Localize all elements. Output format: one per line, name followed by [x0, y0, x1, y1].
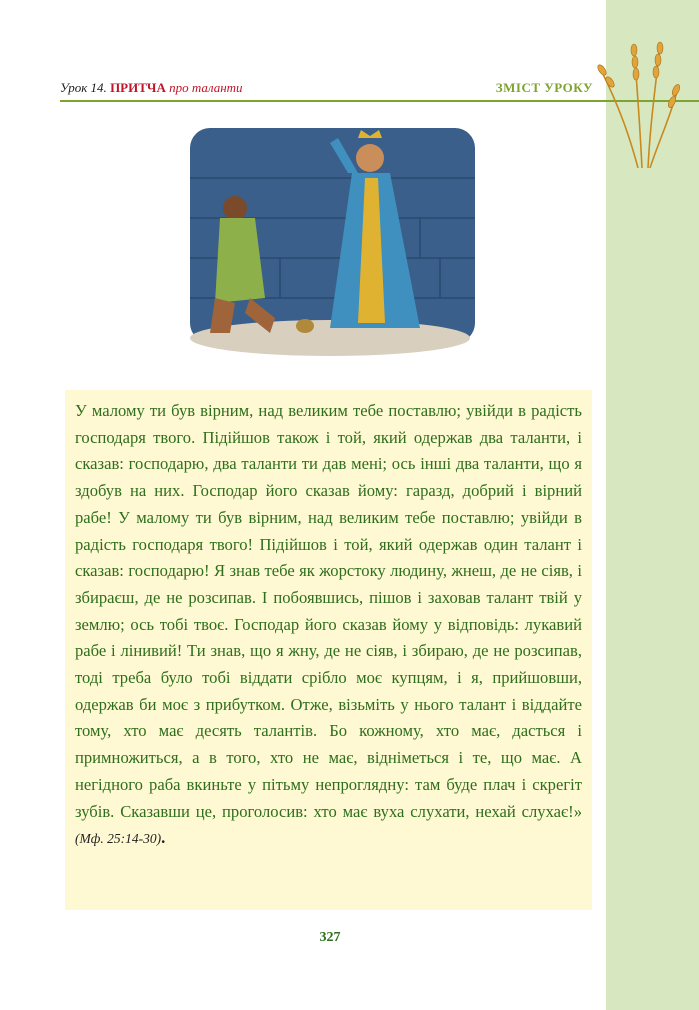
page-number: 327 [319, 930, 341, 945]
scripture-text-box [65, 390, 592, 910]
lesson-number: Урок 14. [60, 80, 107, 95]
scripture-paragraph [65, 390, 592, 853]
lesson-title: ПРИТЧА [110, 80, 166, 95]
scripture-text: У малому ти був вірним, над великим тебе поставлю; увійди в радість господаря твого. Підійшов також і той, який одержав два таланти, і сказав: господарю, два таланти ти дав мені; ось інші два таланти, що я здобув на них. Господар його сказав йому: гаразд, добрий і вірний рабе! У малому ти був вірним, над великим тебе поставлю; увійди в радість господаря твого! Підійшов і той, який одержав один талант і сказав: господарю! Я знав тебе як жорстоку людину, жнеш, де не сіяв, і збираєш, де не розсипав. І побоявшись, пішов і заховав талант твій у землю; ось тобі твоє. Господар його сказав йому у відповідь: лукавий рабе і лінивий! Ти знав, що я жну, де не сіяв, і збираю, де не розсипав, тоді треба було тобі віддати срібло моє купцям, і я, прийшовши, одержав би моє з прибутком. Отже, візьміть у нього талант і віддайте тому, хто має десять талантів. Бо кожному, хто має, дасться і примножиться, а в того, хто не має, відніметься і те, що має. А негідного раба вкиньте у пітьму непроглядну: там буде плач і скрегіт зубів. Сказавши це, проголосив: хто має вуха слухати, нехай слухає!» [75, 401, 582, 821]
section-label: ЗМІСТ УРОКУ [495, 80, 593, 95]
running-head [60, 80, 243, 96]
citation-period: . [161, 828, 166, 848]
scripture-citation: (Мф. 25:14-30) [75, 831, 162, 847]
parable-illustration [180, 118, 485, 366]
lesson-subtitle: про таланти [169, 80, 243, 95]
page-header [60, 78, 605, 100]
